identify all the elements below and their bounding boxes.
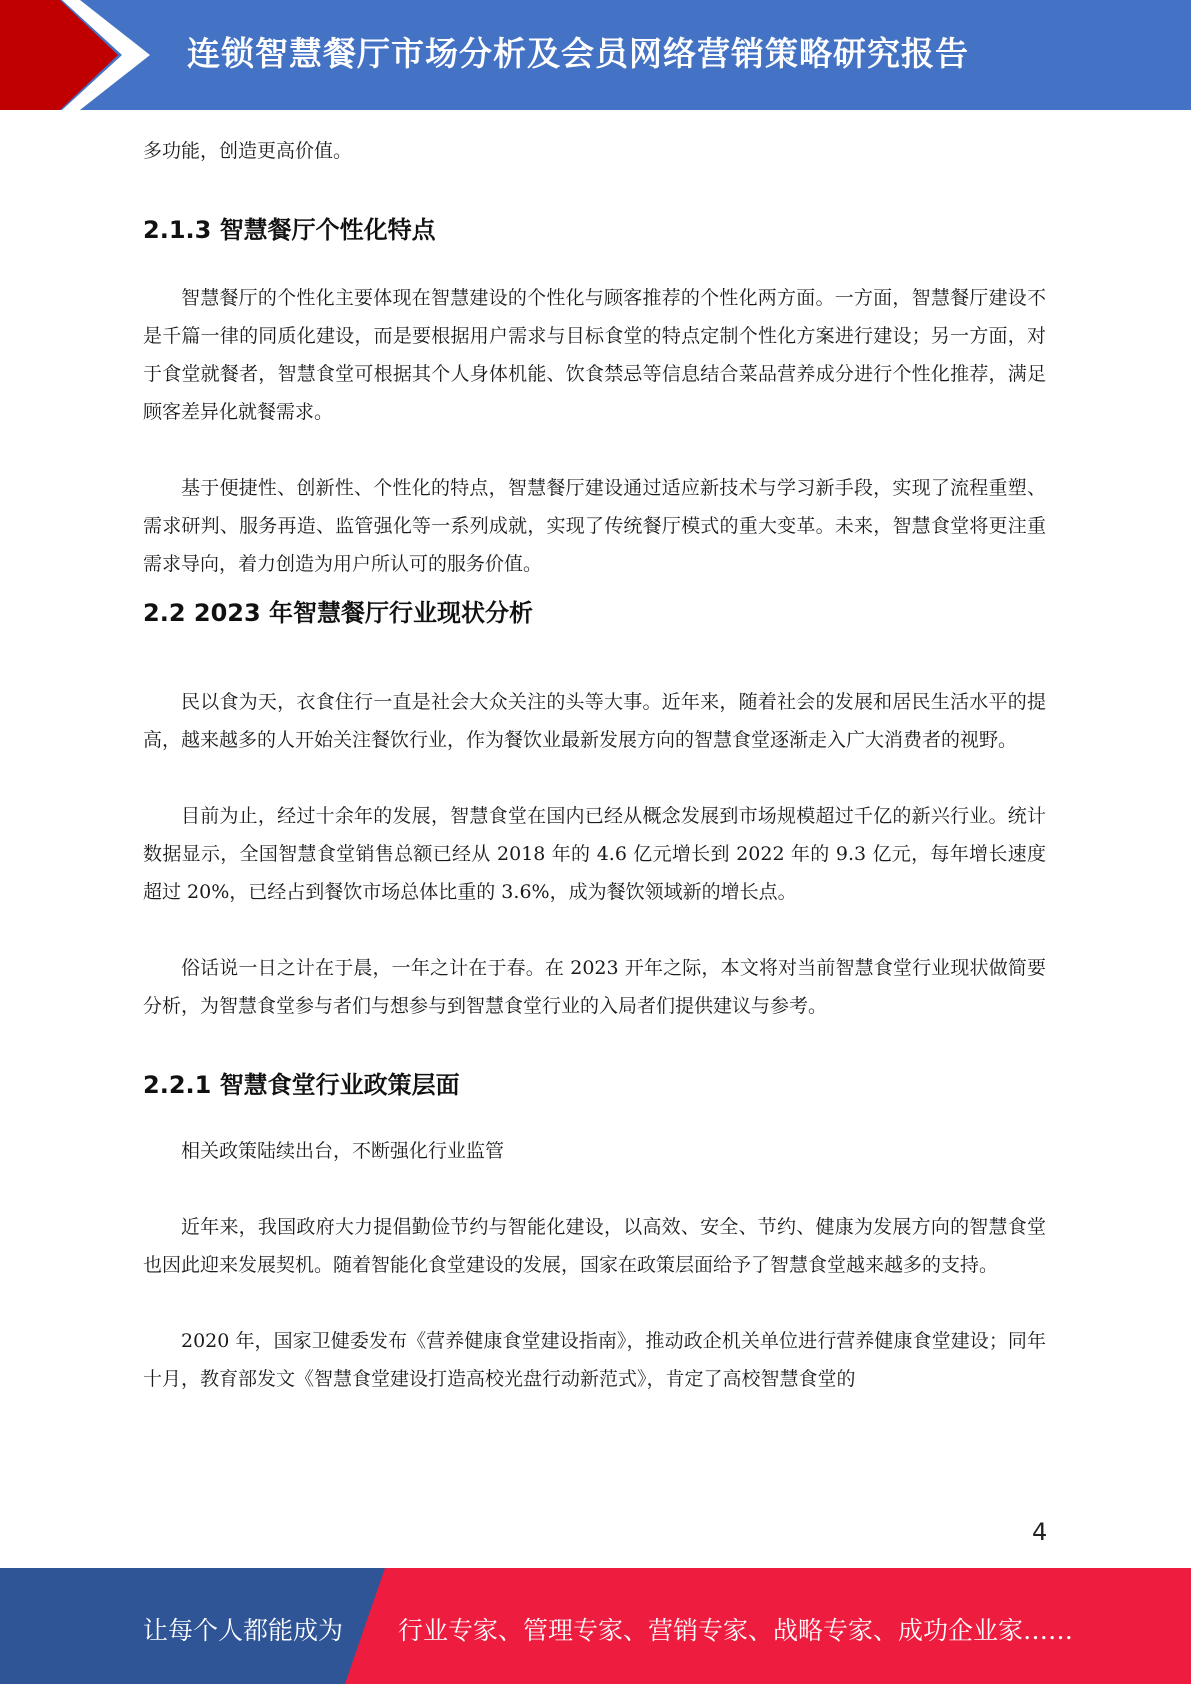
paragraph-2-2-1-c: 2020 年，国家卫健委发布《营养健康食堂建设指南》，推动政企机关单位进行营养健康食堂建设；同年十月，教育部发文《智慧食堂建设打造高校光盘行动新范式》，肯定了高校智慧食堂的 — [143, 1330, 1046, 1390]
paragraph-intro: 多功能，创造更高价值。 — [143, 140, 353, 162]
paragraph-2-2-a: 民以食为天，衣食住行一直是社会大众关注的头等大事。近年来，随着社会的发展和居民生活水平的提高，越来越多的人开始关注餐饮行业，作为餐饮业最新发展方向的智慧食堂逐渐走入广大消费者的视野。 — [143, 691, 1046, 751]
heading-2-2-1: 2.2.1 智慧食堂行业政策层面 — [143, 1071, 460, 1099]
footer-slogan-left: 让每个人都能成为 — [143, 1616, 344, 1645]
paragraph-2-1-3-a: 智慧餐厅的个性化主要体现在智慧建设的个性化与顾客推荐的个性化两方面。一方面，智慧餐厅建设不是千篇一律的同质化建设，而是要根据用户需求与目标食堂的特点定制个性化方案进行建设；另一方面，对于食堂就餐者，智慧食堂可根据其个人身体机能、饮食禁忌等信息结合菜品营养成分进行个性化推荐，满足顾客差异化就餐需求。 — [143, 287, 1046, 423]
paragraph-2-1-3-b: 基于便捷性、创新性、个性化的特点，智慧餐厅建设通过适应新技术与学习新手段，实现了流程重塑、需求研判、服务再造、监管强化等一系列成就，实现了传统餐厅模式的重大变革。未来，智慧食堂将更注重需求导向，着力创造为用户所认可的服务价值。 — [143, 477, 1046, 575]
document-body — [143, 132, 1046, 1398]
page-header — [0, 0, 1191, 110]
page-number: 4 — [1032, 1518, 1048, 1546]
page-footer — [0, 1568, 1191, 1684]
heading-2-1-3: 2.1.3 智慧餐厅个性化特点 — [143, 216, 436, 244]
heading-2-2: 2.2 2023 年智慧餐厅行业现状分析 — [143, 599, 534, 627]
paragraph-2-2-1-a: 相关政策陆续出台，不断强化行业监管 — [181, 1140, 505, 1162]
header-title: 连锁智慧餐厅市场分析及会员网络营销策略研究报告 — [187, 34, 969, 73]
footer-slogan-right: 行业专家、管理专家、营销专家、战略专家、成功企业家…… — [398, 1616, 1074, 1645]
paragraph-2-2-c: 俗话说一日之计在于晨，一年之计在于春。在 2023 开年之际，本文将对当前智慧食堂行业现状做简要分析，为智慧食堂参与者们与想参与到智慧食堂行业的入局者们提供建议与参考。 — [143, 957, 1046, 1017]
paragraph-2-2-1-b: 近年来，我国政府大力提倡勤俭节约与智能化建设，以高效、安全、节约、健康为发展方向的智慧食堂也因此迎来发展契机。随着智能化食堂建设的发展，国家在政策层面给予了智慧食堂越来越多的支持。 — [143, 1216, 1046, 1276]
paragraph-2-2-b: 目前为止，经过十余年的发展，智慧食堂在国内已经从概念发展到市场规模超过千亿的新兴行业。统计数据显示，全国智慧食堂销售总额已经从 2018 年的 4.6 亿元增长到 2022 年的 9.3 亿元，每年增长速度超过 20%，已经占到餐饮市场总体比重的 3.6%，成为餐饮领域新的增长点。 — [143, 805, 1046, 903]
